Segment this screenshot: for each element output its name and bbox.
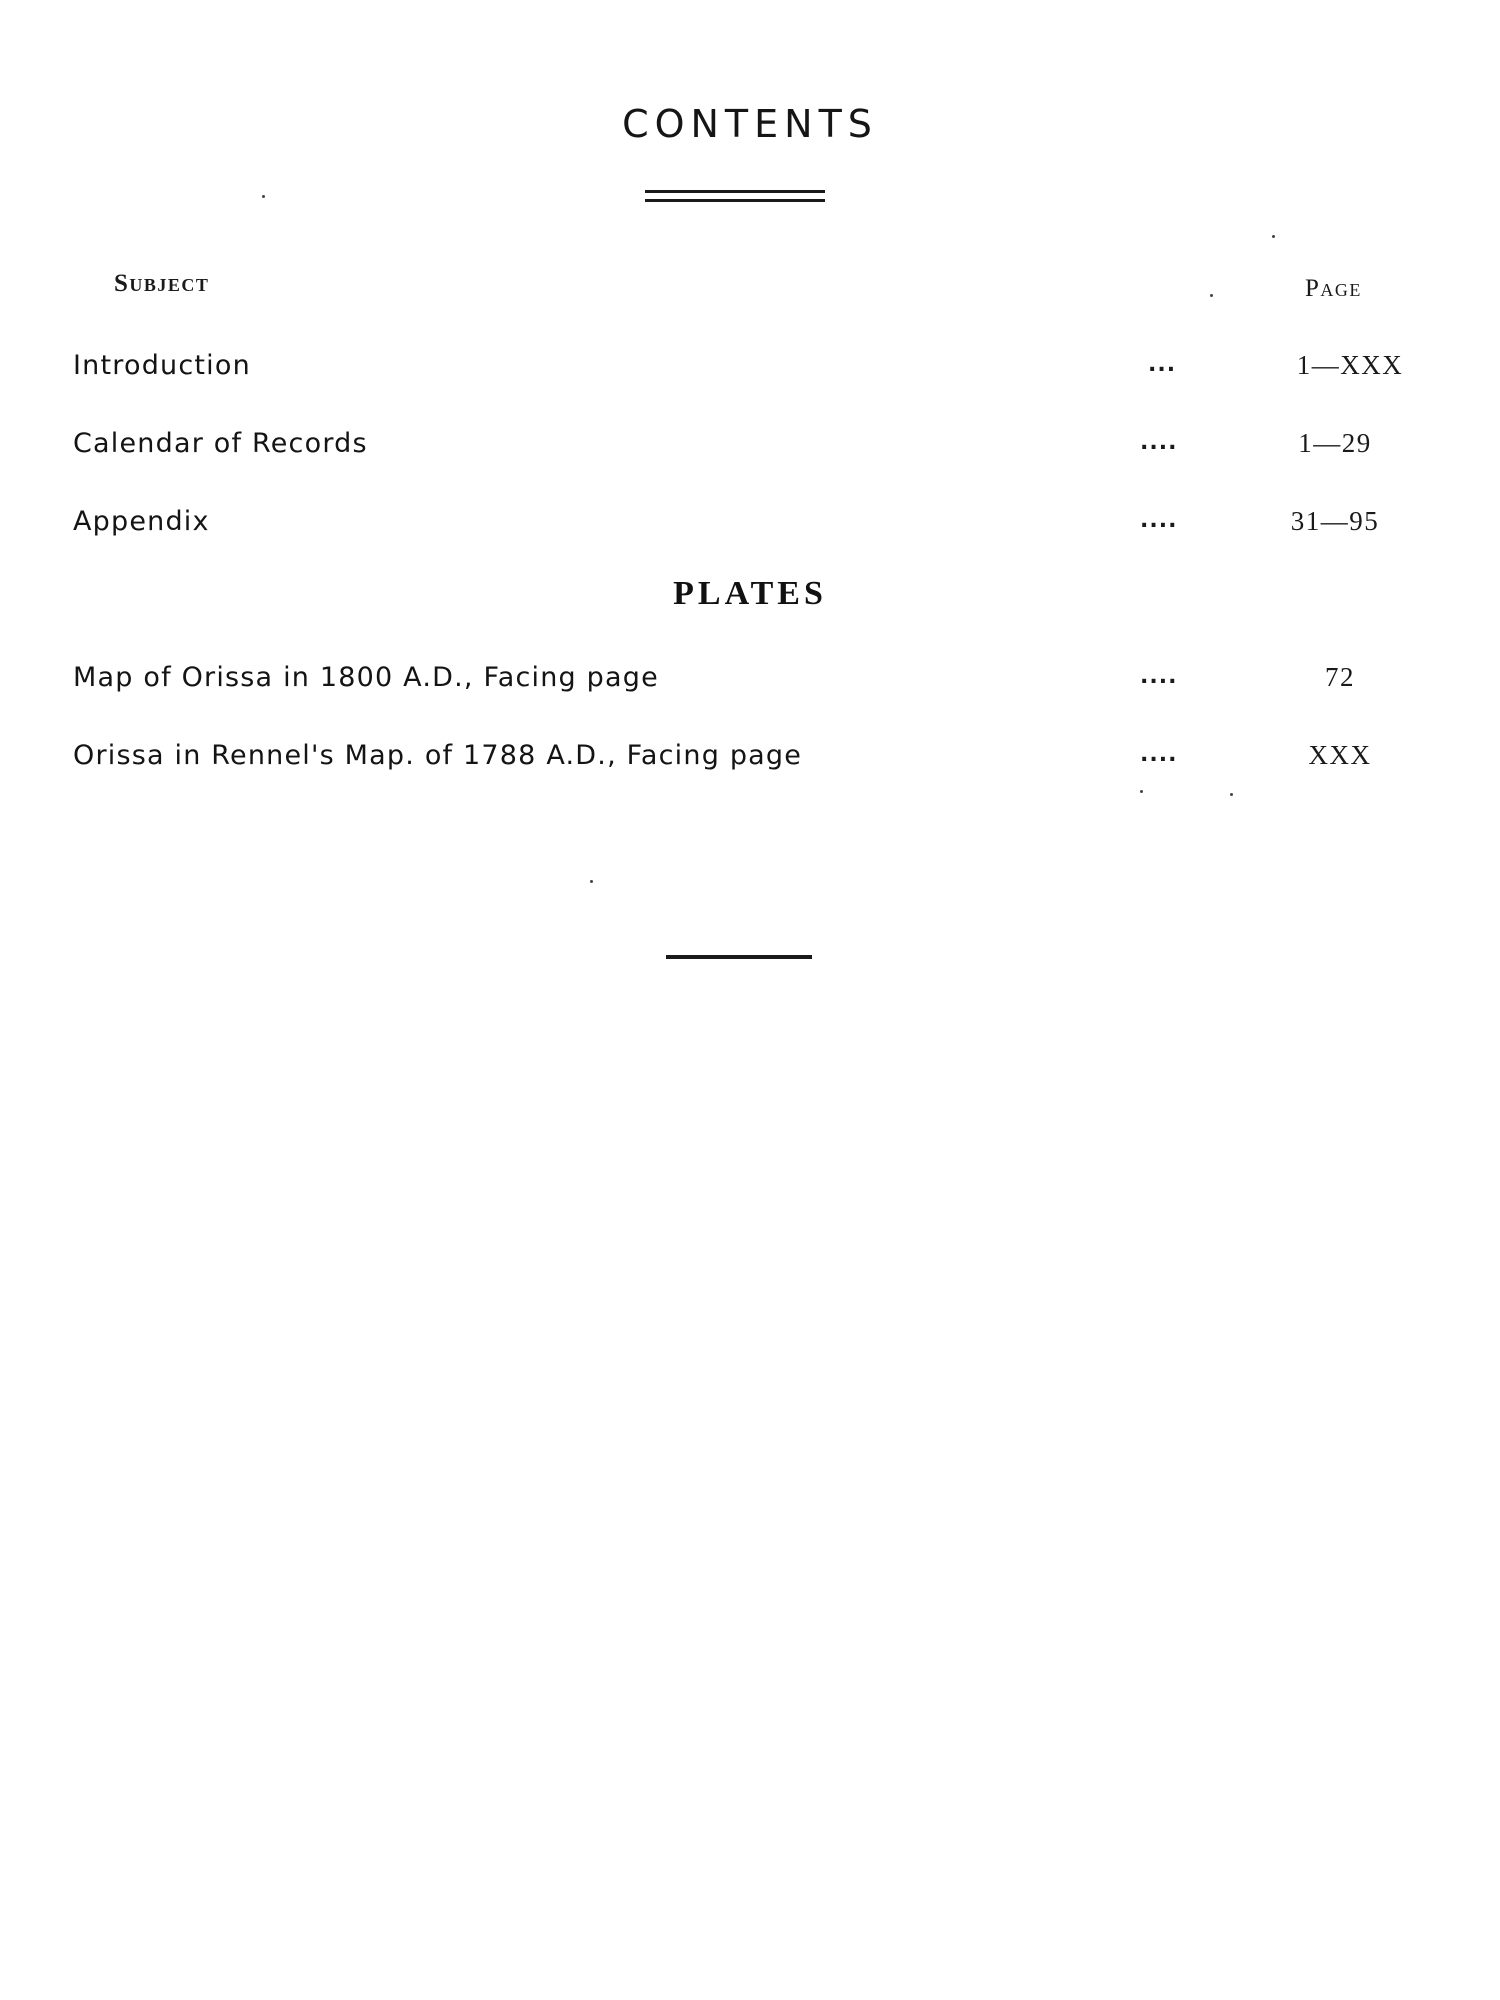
plate-page: 72 <box>1325 662 1355 692</box>
entry-subject: Calendar of Records <box>73 428 368 459</box>
plate-page: XXX <box>1308 740 1372 770</box>
scan-speck <box>1272 235 1275 238</box>
subject-column-header: Subject <box>114 270 210 297</box>
contents-entry <box>0 506 1500 546</box>
entry-leader: .... <box>1140 508 1178 533</box>
contents-entry <box>0 350 1500 390</box>
plate-leader: .... <box>1140 664 1178 689</box>
page-column-header: Page <box>1305 275 1362 302</box>
plate-subject: Orissa in Rennel's Map. of 1788 A.D., Facing page <box>73 740 803 771</box>
entry-leader: ... <box>1148 352 1177 377</box>
entry-page: 1—29 <box>1298 428 1372 458</box>
title-rule-bottom <box>645 199 825 202</box>
plate-subject: Map of Orissa in 1800 A.D., Facing page <box>73 662 659 693</box>
entry-page: 31—95 <box>1290 506 1380 536</box>
entry-subject: Introduction <box>73 350 251 381</box>
plates-heading: PLATES <box>673 575 827 612</box>
closing-rule <box>666 955 812 959</box>
page-title: CONTENTS <box>622 102 878 146</box>
plate-leader: .... <box>1140 742 1178 767</box>
scan-speck <box>1140 790 1143 793</box>
contents-entry <box>0 428 1500 468</box>
scan-speck <box>1230 793 1233 796</box>
plates-entry <box>0 740 1500 780</box>
scan-speck <box>1210 294 1213 297</box>
entry-page: 1—XXX <box>1296 350 1404 380</box>
plates-entry <box>0 662 1500 702</box>
title-rule-top <box>645 190 825 193</box>
scan-speck <box>590 880 593 883</box>
entry-leader: .... <box>1140 430 1178 455</box>
scan-speck <box>262 195 265 198</box>
entry-subject: Appendix <box>73 506 210 537</box>
